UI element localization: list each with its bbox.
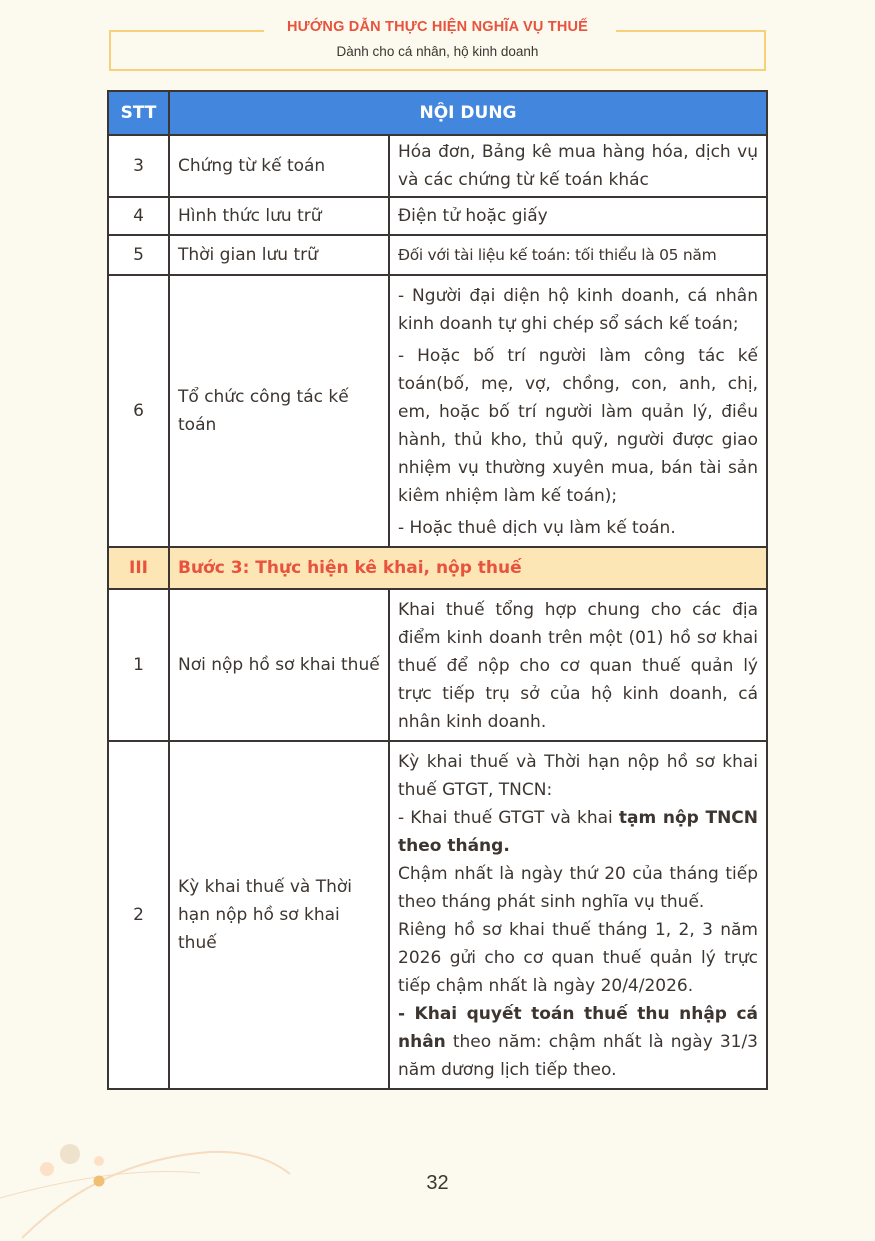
- annual-rest: theo năm: chậm nhất là ngày 31/3 năm dương lịch tiếp theo.: [398, 1032, 758, 1080]
- row-label: Kỳ khai thuế và Thời hạn nộp hồ sơ khai thuế: [169, 741, 389, 1089]
- row-content: Hóa đơn, Bảng kê mua hàng hóa, dịch vụ và các chứng từ kế toán khác: [389, 135, 767, 197]
- row-content: [389, 741, 767, 1089]
- row-label: Thời gian lưu trữ: [169, 235, 389, 275]
- row-label: Nơi nộp hồ sơ khai thuế: [169, 589, 389, 741]
- content-paragraph: [398, 1000, 758, 1084]
- table-row: [108, 197, 767, 235]
- row-label: Chứng từ kế toán: [169, 135, 389, 197]
- header-subtitle: Dành cho cá nhân, hộ kinh doanh: [336, 44, 539, 59]
- content-paragraph: - Hoặc thuê dịch vụ làm kế toán.: [398, 518, 676, 538]
- content-table: [107, 90, 768, 1090]
- row-label: Hình thức lưu trữ: [169, 197, 389, 235]
- row-number: 5: [108, 235, 169, 275]
- row-number: 2: [108, 741, 169, 1089]
- row-content: Khai thuế tổng hợp chung cho các địa điểm kinh doanh trên một (01) hồ sơ khai thuế để nộp cho cơ quan thuế quản lý trực tiếp trụ sở của hộ kinh doanh, cá nhân kinh doanh.: [389, 589, 767, 741]
- section-number: III: [108, 547, 169, 589]
- table-row: [108, 135, 767, 197]
- content-paragraph: - Người đại diện hộ kinh doanh, cá nhân kinh doanh tự ghi chép sổ sách kế toán;: [398, 286, 758, 334]
- row-label: Tổ chức công tác kế toán: [169, 275, 389, 547]
- table-row: [108, 275, 767, 547]
- row-number: 4: [108, 197, 169, 235]
- row-number: 3: [108, 135, 169, 197]
- row-content: Điện tử hoặc giấy: [389, 197, 767, 235]
- table-row: [108, 589, 767, 741]
- content-paragraph: Kỳ khai thuế và Thời hạn nộp hồ sơ khai thuế GTGT, TNCN:: [398, 752, 758, 800]
- header-title: HƯỚNG DẪN THỰC HIỆN NGHĨA VỤ THUẾ: [286, 19, 589, 35]
- page-header: [109, 19, 766, 71]
- monthly-prefix: - Khai thuế GTGT và khai: [398, 808, 619, 828]
- row-number: 6: [108, 275, 169, 547]
- content-paragraph: Riêng hồ sơ khai thuế tháng 1, 2, 3 năm 2026 gửi cho cơ quan thuế quản lý trực tiếp chậm nhất là ngày 20/4/2026.: [398, 920, 758, 996]
- section-row: [108, 547, 767, 589]
- content-paragraph: - Hoặc bố trí người làm công tác kế toán(bố, mẹ, vợ, chồng, con, anh, chị, em, hoặc bố trí người làm quản lý, điều hành, thủ kho, thủ quỹ, người được giao nhiệm vụ thường xuyên mua, bán tài sản kiêm nhiệm làm kế toán);: [398, 346, 758, 506]
- row-number: 1: [108, 589, 169, 741]
- row-content: Đối với tài liệu kế toán: tối thiểu là 05 năm: [389, 235, 767, 275]
- column-header-content: NỘI DUNG: [169, 91, 767, 135]
- content-paragraph: Chậm nhất là ngày thứ 20 của tháng tiếp theo tháng phát sinh nghĩa vụ thuế.: [398, 864, 758, 912]
- monthly-bold: tạm nộp TNCN theo tháng.: [398, 808, 758, 856]
- section-title: Bước 3: Thực hiện kê khai, nộp thuế: [169, 547, 767, 589]
- annual-bold: - Khai quyết toán thuế thu nhập cá nhân: [398, 1004, 758, 1052]
- row-content: [389, 275, 767, 547]
- column-header-stt: STT: [108, 91, 169, 135]
- page-number: 32: [426, 1172, 449, 1194]
- table-row: [108, 235, 767, 275]
- table-row: [108, 741, 767, 1089]
- content-paragraph: [398, 804, 758, 860]
- table-header-row: [108, 91, 767, 135]
